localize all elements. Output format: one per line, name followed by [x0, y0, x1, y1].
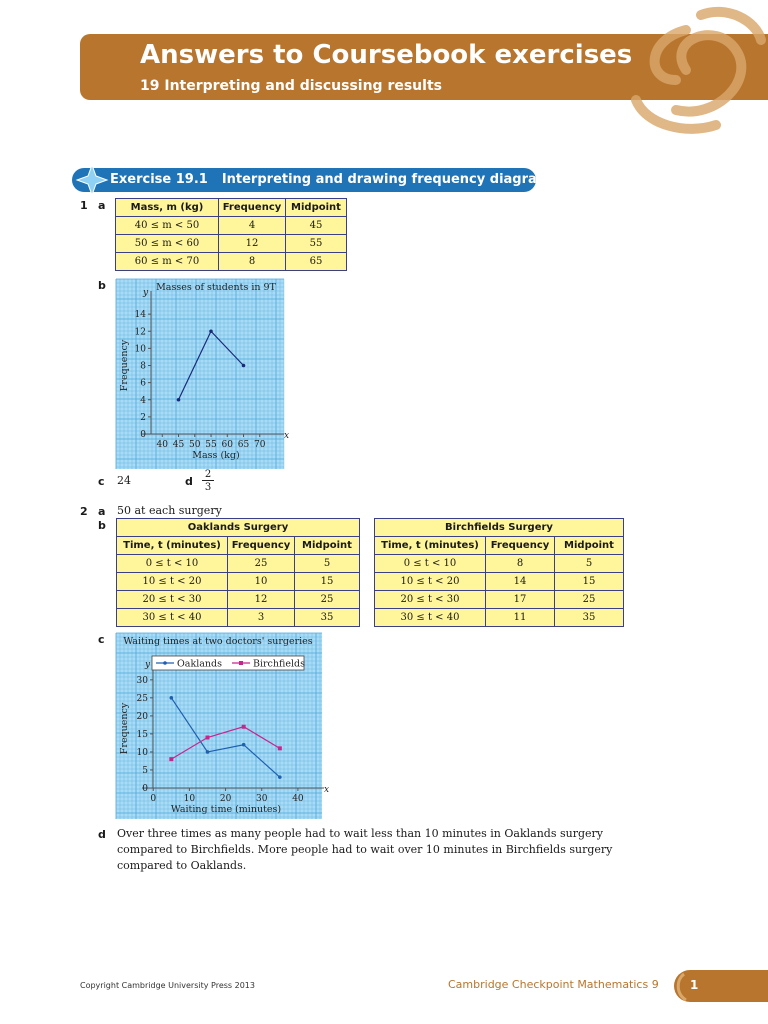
- part-label: a: [98, 505, 106, 518]
- table-header: Midpoint: [286, 199, 347, 217]
- chapter-subtitle: 19 Interpreting and discussing results: [140, 78, 442, 94]
- chart-title: Masses of students in 9T: [156, 282, 276, 293]
- table-cell: 5: [555, 555, 624, 573]
- question-number: 2: [80, 505, 88, 518]
- y-axis-letter: y: [143, 288, 149, 298]
- legend-marker: [239, 661, 243, 665]
- legend-label: Oaklands: [177, 658, 222, 670]
- y-tick-label: 2: [140, 412, 146, 423]
- table-cell: 25: [555, 591, 624, 609]
- legend-label: Birchfields: [253, 658, 305, 670]
- table-cell: 15: [555, 573, 624, 591]
- table-header: Mass, m (kg): [116, 199, 219, 217]
- y-tick-label: 15: [136, 729, 148, 740]
- y-tick-label: 8: [140, 361, 146, 372]
- data-point: [242, 725, 246, 729]
- table-header: Frequency: [219, 199, 286, 217]
- table-cell: 65: [286, 253, 347, 271]
- y-tick-label: 0: [140, 430, 146, 440]
- table-cell: 30 ≤ t < 40: [117, 609, 228, 627]
- table-cell: 35: [555, 609, 624, 627]
- table-cell: 30 ≤ t < 40: [375, 609, 486, 627]
- data-point: [170, 696, 174, 700]
- data-point: [242, 364, 246, 368]
- table-cell: 14: [486, 573, 555, 591]
- data-point: [209, 329, 213, 333]
- table-header: Time, t (minutes): [375, 537, 486, 555]
- y-tick-label: 5: [142, 765, 148, 776]
- x-tick-label: 55: [205, 440, 217, 450]
- y-tick-label: 4: [140, 395, 146, 406]
- table-cell: 20 ≤ t < 30: [117, 591, 228, 609]
- y-tick-label: 20: [136, 711, 148, 722]
- table-header: Frequency: [228, 537, 295, 555]
- y-tick-label: 6: [140, 378, 146, 389]
- table-cell: 8: [219, 253, 286, 271]
- y-axis-letter: y: [145, 660, 151, 670]
- x-tick-label: 70: [254, 440, 266, 450]
- part-label: b: [98, 279, 106, 292]
- table-cell: 50 ≤ m < 60: [116, 235, 219, 253]
- table-cell: 0 ≤ t < 10: [375, 555, 486, 573]
- chart-title: Waiting times at two doctors' surgeries: [123, 636, 313, 647]
- waiting-times-frequency-polygon: [116, 633, 330, 819]
- table-cell: 25: [228, 555, 295, 573]
- swirl-logo: [606, 0, 768, 140]
- y-tick-label: 10: [136, 747, 148, 758]
- data-point: [205, 736, 209, 740]
- table-cell: 25: [295, 591, 360, 609]
- table-cell: 40 ≤ m < 50: [116, 217, 219, 235]
- table-cell: 11: [486, 609, 555, 627]
- table-cell: 45: [286, 217, 347, 235]
- x-tick-label: 40: [292, 794, 304, 804]
- x-axis-letter: x: [284, 431, 290, 441]
- x-tick-label: 45: [172, 440, 185, 450]
- part-label: d: [98, 828, 106, 841]
- answer-a: 50 at each surgery: [117, 504, 222, 517]
- page-title: Answers to Coursebook exercises: [140, 40, 633, 70]
- x-axis-label: Mass (kg): [192, 450, 240, 461]
- part-label: a: [98, 199, 106, 212]
- table-cell: 10 ≤ t < 20: [375, 573, 486, 591]
- table-cell: 20 ≤ t < 30: [375, 591, 486, 609]
- table-cell: 10: [228, 573, 295, 591]
- table-caption: Birchfields Surgery: [375, 519, 624, 537]
- table-header: Midpoint: [295, 537, 360, 555]
- x-tick-label: 20: [219, 794, 232, 804]
- table-cell: 17: [486, 591, 555, 609]
- exercise-title: Interpreting and drawing frequency diagrams: [221, 172, 559, 187]
- x-axis-letter: x: [324, 785, 330, 795]
- data-point: [278, 746, 282, 750]
- data-point: [242, 743, 246, 747]
- y-axis-label: Frequency: [119, 702, 130, 755]
- data-point: [206, 750, 210, 754]
- table-cell: 15: [295, 573, 360, 591]
- x-tick-label: 10: [183, 794, 196, 804]
- page-number: 1: [690, 978, 699, 992]
- x-tick-label: 65: [237, 440, 250, 450]
- data-point: [177, 398, 181, 402]
- copyright-text: Copyright Cambridge University Press 2013: [80, 981, 255, 990]
- part-label: c: [98, 475, 105, 488]
- answer-c: 24: [117, 474, 131, 487]
- table-cell: 12: [228, 591, 295, 609]
- question-number: 1: [80, 199, 88, 212]
- table-cell: 5: [295, 555, 360, 573]
- part-label: d: [185, 475, 193, 488]
- table-cell: 4: [219, 217, 286, 235]
- table-cell: 0 ≤ t < 10: [117, 555, 228, 573]
- y-tick-label: 14: [134, 310, 146, 321]
- y-tick-label: 12: [134, 327, 146, 338]
- table-caption: Oaklands Surgery: [117, 519, 360, 537]
- table-header: Frequency: [486, 537, 555, 555]
- x-tick-label: 0: [150, 794, 157, 804]
- x-tick-label: 50: [189, 440, 201, 450]
- fraction-numerator: 2: [202, 469, 214, 481]
- oaklands-table: [116, 518, 360, 627]
- data-point: [169, 757, 173, 761]
- x-tick-label: 40: [156, 440, 168, 450]
- x-axis-label: Waiting time (minutes): [170, 804, 282, 815]
- table-cell: 12: [219, 235, 286, 253]
- table-cell: 60 ≤ m < 70: [116, 253, 219, 271]
- y-tick-label: 25: [136, 693, 148, 704]
- fraction-denominator: 3: [204, 482, 212, 493]
- table-cell: 3: [228, 609, 295, 627]
- book-title: Cambridge Checkpoint Mathematics 9: [448, 978, 659, 991]
- legend-marker: [163, 661, 167, 665]
- x-tick-label: 60: [221, 440, 233, 450]
- table-cell: 55: [286, 235, 347, 253]
- table-header: Midpoint: [555, 537, 624, 555]
- table-header: Time, t (minutes): [117, 537, 228, 555]
- data-point: [278, 775, 282, 779]
- mass-table: [115, 198, 347, 271]
- star-icon: [76, 164, 108, 196]
- y-tick-label: 0: [142, 784, 148, 794]
- exercise-number: Exercise 19.1: [110, 172, 208, 187]
- y-tick-label: 30: [136, 675, 148, 686]
- part-label: b: [98, 519, 106, 532]
- exercise-heading: [110, 172, 558, 187]
- y-axis-label: Frequency: [119, 339, 130, 392]
- birchfields-table: [374, 518, 624, 627]
- y-tick-label: 10: [134, 344, 146, 355]
- table-cell: 10 ≤ t < 20: [117, 573, 228, 591]
- table-cell: 35: [295, 609, 360, 627]
- table-cell: 8: [486, 555, 555, 573]
- mass-frequency-polygon: [116, 279, 290, 469]
- answer-d: Over three times as many people had to wait less than 10 minutes in Oaklands surgery compared to Birchfields. More people had to wait over 10 minutes in Birchfields surgery compared to Oaklands.: [117, 827, 613, 872]
- part-label: c: [98, 633, 105, 646]
- x-tick-label: 30: [256, 794, 268, 804]
